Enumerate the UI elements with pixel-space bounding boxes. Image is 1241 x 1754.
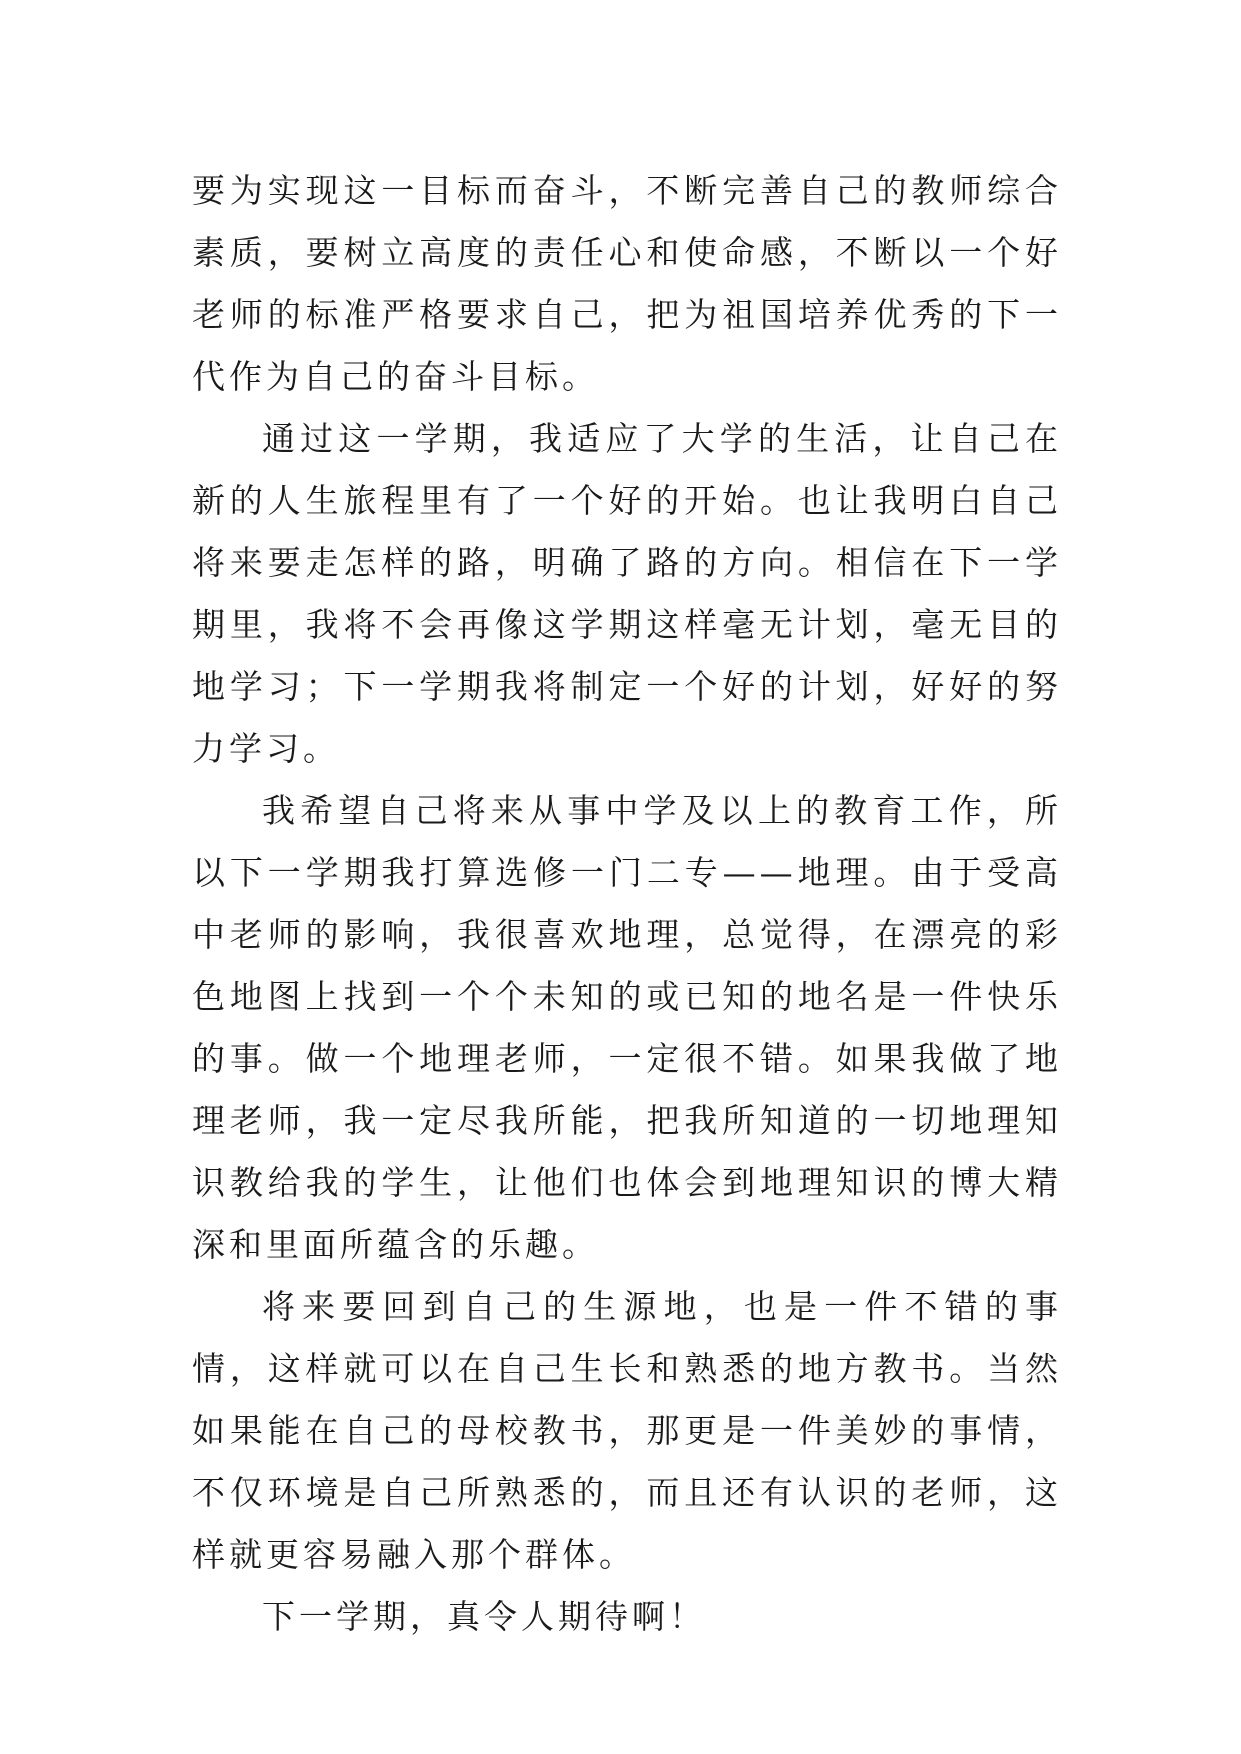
paragraph-5: 下一学期，真令人期待啊！ bbox=[262, 1597, 706, 1636]
document-body bbox=[192, 160, 1062, 1648]
paragraph-2: 通过这一学期，我适应了大学的生活，让自己在新的人生旅程里有了一个好的开始。也让我明白自己将来要走怎样的路，明确了路的方向。相信在下一学期里，我将不会再像这学期这样毫无计划，毫无目的地学习；下一学期我将制定一个好的计划，好好的努力学习。 bbox=[192, 419, 1062, 768]
paragraph-3: 我希望自己将来从事中学及以上的教育工作，所以下一学期我打算选修一门二专——地理。由于受高中老师的影响，我很喜欢地理，总觉得，在漂亮的彩色地图上找到一个个未知的或已知的地名是一件快乐的事。做一个地理老师，一定很不错。如果我做了地理老师，我一定尽我所能，把我所知道的一切地理知识教给我的学生，让他们也体会到地理知识的博大精深和里面所蕴含的乐趣。 bbox=[192, 791, 1062, 1264]
paragraph-1: 要为实现这一目标而奋斗，不断完善自己的教师综合素质，要树立高度的责任心和使命感，不断以一个好老师的标准严格要求自己，把为祖国培养优秀的下一代作为自己的奋斗目标。 bbox=[192, 171, 1062, 396]
paragraph-4: 将来要回到自己的生源地，也是一件不错的事情，这样就可以在自己生长和熟悉的地方教书。当然如果能在自己的母校教书，那更是一件美妙的事情，不仅环境是自己所熟悉的，而且还有认识的老师，这样就更容易融入那个群体。 bbox=[192, 1287, 1062, 1574]
